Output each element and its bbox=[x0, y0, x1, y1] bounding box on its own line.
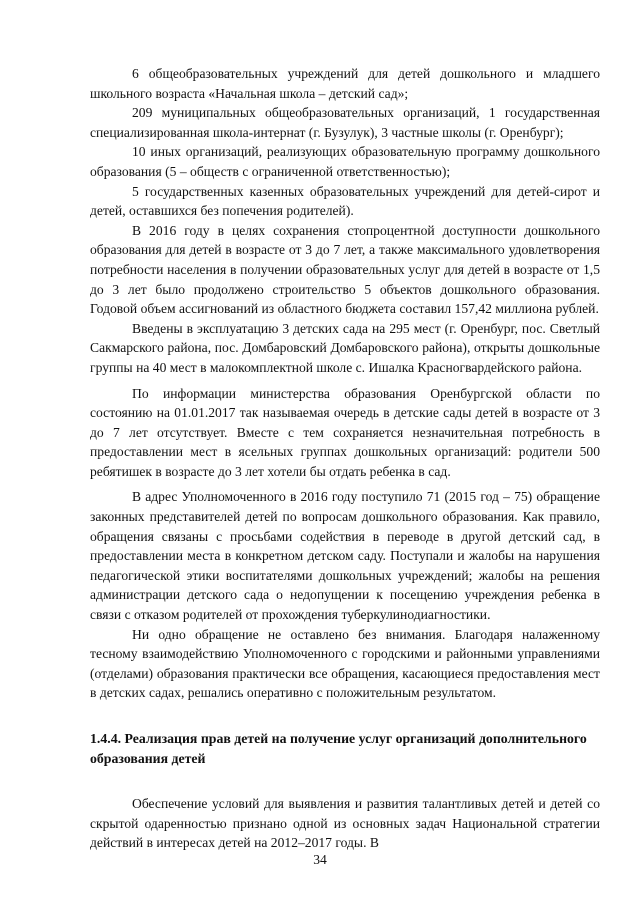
paragraph-10: Обеспечение условий для выявления и развития талантливых детей и детей со скрытой одаренностью признано одной из основных задач Национальной стратегии действий в интересах детей на 2012–2017 годы. В bbox=[90, 796, 600, 851]
paragraph-6: Введены в эксплуатацию 3 детских сада на 295 мест (г. Оренбург, пос. Светлый Сакмарского района, пос. Домбаровский Домбаровского района), открыты дошкольные группы на 40 мест в малокомплектной школе с. Ишалка Красногвардейского района. bbox=[90, 320, 600, 375]
paragraph-7: По информации министерства образования Оренбургской области по состоянию на 01.01.2017 так называемая очередь в детские сады детей в возрасте от 3 до 7 лет отсутствует. Вместе с тем сохраняется незначительная потребность в предоставлении мест в ясельных группах дошкольных организаций: родители 500 ребятишек в возрасте до 3 лет хотели бы отдать ребенка в сад. bbox=[90, 385, 600, 479]
page-number: 34 bbox=[313, 852, 327, 867]
paragraph-2: 209 муниципальных общеобразовательных организаций, 1 государственная специализированная школа-интернат (г. Бузулук), 3 частные школы (г. Оренбург); bbox=[90, 105, 600, 140]
paragraph-3: 10 иных организаций, реализующих образовательную программу дошкольного образования (5 – обществ с ограниченной ответственностью); bbox=[90, 144, 600, 179]
paragraph-1: 6 общеобразовательных учреждений для детей дошкольного и младшего школьного возраста «Начальная школа – детский сад»; bbox=[90, 66, 600, 101]
paragraph-5: В 2016 году в целях сохранения стопроцентной доступности дошкольного образования для детей в возрасте от 3 до 7 лет, а также максимального удовлетворения потребности населения в получении образовательных услуг для детей в возрасте от 1,5 до 3 лет было продолжено строительство 5 объектов дошкольного образования. Годовой объем ассигнований из областного бюджета составил 157,42 миллиона рублей. bbox=[90, 222, 600, 317]
document-page bbox=[90, 64, 600, 853]
paragraph-8: В адрес Уполномоченного в 2016 году поступило 71 (2015 год – 75) обращение законных представителей детей по вопросам дошкольного образования. Как правило, обращения связаны с просьбами содействия в переводе в другой детский сад, в предоставлении места в конкретном детском саду. Поступали и жалобы на нарушения педагогической этики воспитателями дошкольных учреждений; жалобы на решения администрации детского сада о недопущении к посещению учреждения ребенка в связи с отказом родителей от прохождения туберкулинодиагностики. bbox=[90, 489, 600, 623]
paragraph-9: Ни одно обращение не оставлено без внимания. Благодаря налаженному тесному взаимодействию Уполномоченного с городскими и районными управлениями (отделами) образования практически все обращения, касающиеся предоставления мест в детских садах, решались оперативно с положительным результатом. bbox=[90, 626, 600, 701]
paragraph-4: 5 государственных казенных образовательных учреждений для детей-сирот и детей, оставшихся без попечения родителей). bbox=[90, 183, 600, 219]
section-heading: 1.4.4. Реализация прав детей на получение услуг организаций дополнительного образования детей bbox=[90, 731, 587, 766]
